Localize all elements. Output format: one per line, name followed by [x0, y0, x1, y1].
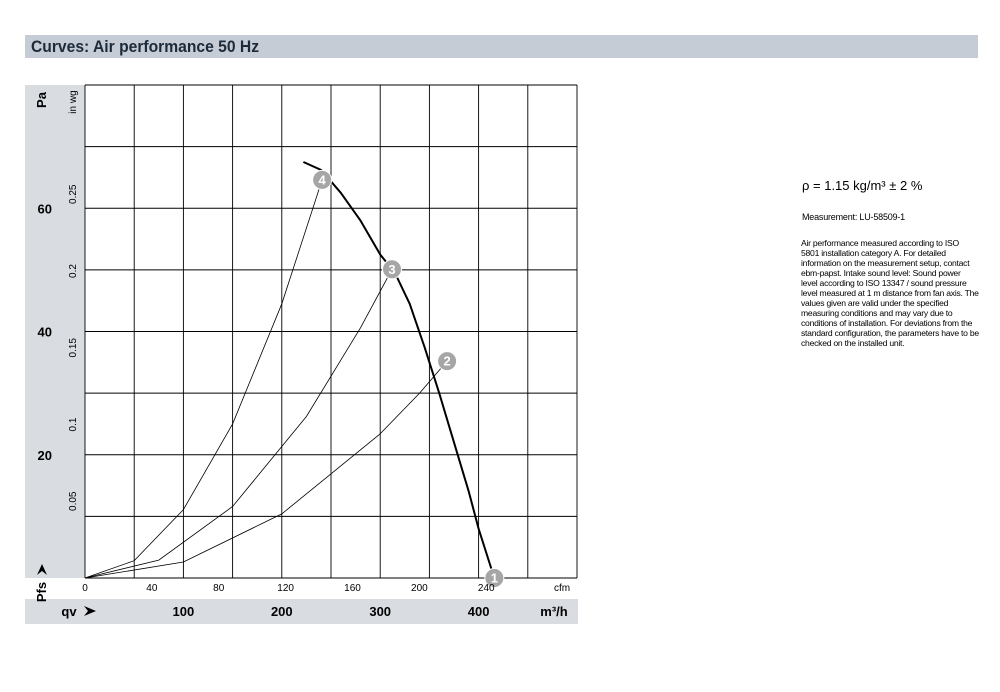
axis-labels: [34, 90, 570, 619]
x-axis-band: [25, 599, 578, 624]
measurement-description: Air performance measured according to ISO 5801 installation category A. For detailed information on the measurement setup, contact ebm-papst. Intake sound level: Sound power level according to ISO 13347 / sound pressure level measured at 1 m distance from fan axis. The values given are valid under the specified measuring conditions and may vary due to conditions of installation. For deviations from the standard configuration, the parameters have to be checked on the installed unit.: [801, 238, 979, 348]
y-axis-label: Pfs: [34, 581, 49, 603]
x-tick-label-cfm: 240: [477, 583, 495, 594]
x-tick-label-cfm: 0: [82, 583, 88, 594]
y-tick-label-inwg: 0.05: [68, 491, 79, 511]
x-tick-label-cfm: 120: [277, 583, 294, 594]
air-density: ρ = 1.15 kg/m³ ± 2 %: [802, 178, 923, 193]
y-tick-label-inwg: 0.25: [68, 184, 79, 204]
operating-point-label: 2: [443, 353, 451, 369]
system-curve: [85, 180, 322, 578]
y-tick-label-inwg: 0.1: [68, 417, 79, 432]
y-tick-label-inwg: 0.15: [68, 338, 79, 358]
x-tick-label: 400: [467, 604, 490, 619]
operating-point-label: 4: [318, 172, 326, 188]
x-tick-label-cfm: 160: [344, 583, 361, 594]
y-tick-label-inwg: 0.2: [68, 264, 79, 278]
operating-points: [313, 170, 504, 587]
y-unit-alt-label: in wg: [68, 90, 79, 114]
fan-curve: [303, 162, 494, 578]
x-unit-label: m³/h: [540, 604, 568, 619]
y-unit-label: Pa: [34, 92, 49, 108]
system-curve: [85, 361, 447, 578]
operating-point-label: 1: [490, 570, 498, 586]
x-tick-label-cfm: 80: [213, 583, 225, 594]
x-unit-alt-label: cfm: [553, 583, 571, 594]
x-tick-label: 100: [172, 604, 195, 619]
x-axis-label: qv: [61, 604, 77, 619]
y-tick-label: 40: [37, 324, 52, 340]
page-title: Curves: Air performance 50 Hz: [31, 37, 260, 56]
x-tick-label: 300: [369, 604, 392, 619]
x-tick-label-cfm: 200: [411, 583, 428, 594]
operating-point-label: 3: [388, 261, 396, 277]
grid: [85, 85, 577, 578]
measurement-id: Measurement: LU-58509-1: [802, 212, 905, 222]
curves: [85, 162, 494, 578]
x-tick-label-cfm: 40: [146, 583, 158, 594]
y-tick-label: 60: [37, 201, 52, 217]
y-tick-label: 20: [37, 447, 52, 463]
system-curve: [85, 269, 392, 578]
x-tick-label: 200: [270, 604, 293, 619]
